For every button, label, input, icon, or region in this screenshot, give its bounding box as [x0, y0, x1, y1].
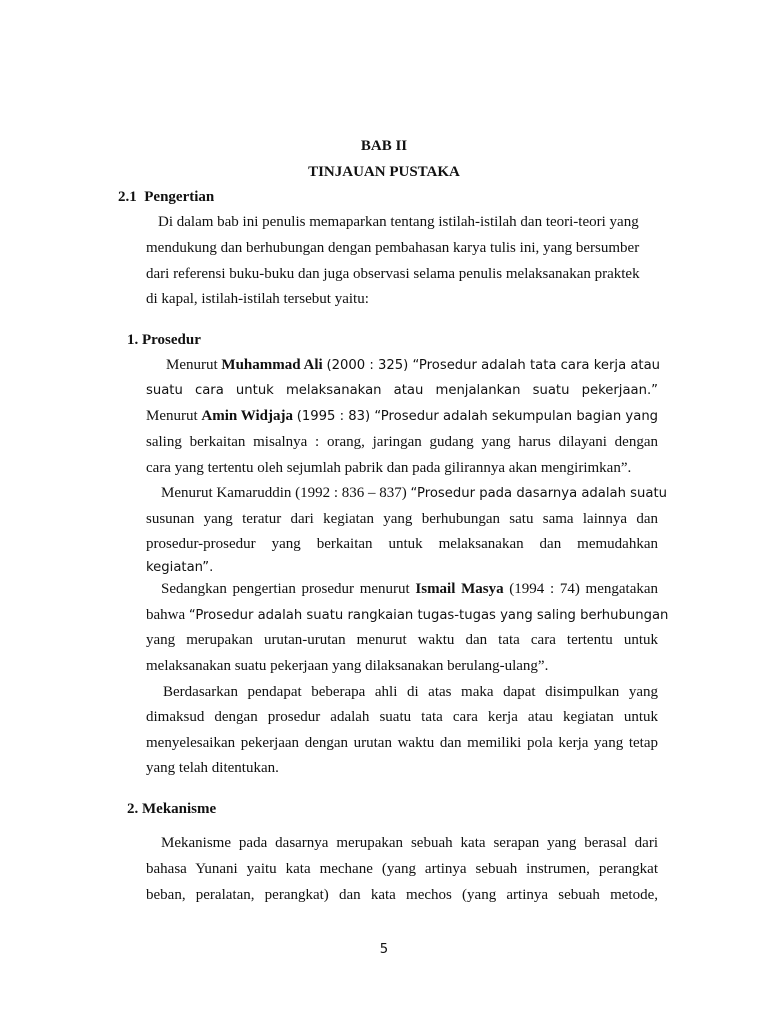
- paragraph-line: dimaksud dengan prosedur adalah suatu tata cara kerja atau kegiatan untuk: [146, 709, 658, 725]
- author-name: Ismail Masya: [415, 581, 504, 597]
- paragraph-line: Mekanisme pada dasarnya merupakan sebuah kata serapan yang berasal dari: [161, 835, 658, 851]
- intro-line: mendukung dan berhubungan dengan pembahasan karya tulis ini, yang bersumber: [146, 240, 640, 256]
- paragraph-line: yang telah ditentukan.: [146, 760, 279, 776]
- paragraph-line: yang merupakan urutan-urutan menurut waktu dan tata cara tertentu untuk: [146, 632, 658, 648]
- intro-line: Di dalam bab ini penulis memaparkan tentang istilah-istilah dan teori-teori yang: [158, 214, 639, 230]
- chapter-label: BAB II: [360, 138, 408, 154]
- intro-line: dari referensi buku-buku dan juga observasi selama penulis melaksanakan praktek: [146, 266, 640, 282]
- paragraph-line: Sedangkan pengertian prosedur menurut Ismail Masya (1994 : 74) mengatakan: [161, 581, 659, 597]
- paragraph-line: kegiatan”.: [146, 560, 214, 575]
- section-number: 2.1: [118, 189, 137, 205]
- paragraph-line: saling berkaitan misalnya : orang, jaringan gudang yang harus dilayani dengan: [146, 434, 658, 450]
- section-heading: [118, 188, 214, 206]
- paragraph-line: Menurut Kamaruddin (1992 : 836 – 837) “Prosedur pada dasarnya adalah suatu: [161, 485, 668, 501]
- intro-line: di kapal, istilah-istilah tersebut yaitu:: [146, 291, 369, 307]
- paragraph-line: Menurut Muhammad Ali (2000 : 325) “Prosedur adalah tata cara kerja atau: [166, 357, 661, 373]
- subheading-mekanisme: 2. Mekanisme: [127, 801, 217, 817]
- page-number: 5: [379, 942, 389, 957]
- paragraph-line: melaksanakan suatu pekerjaan yang dilaksanakan berulang-ulang”.: [146, 658, 549, 674]
- paragraph-line: beban, peralatan, perangkat) dan kata mechos (yang artinya sebuah metode,: [146, 887, 658, 903]
- paragraph-line: menyelesaikan pekerjaan dengan urutan waktu dan memiliki pola kerja yang tetap: [146, 735, 658, 751]
- subheading-prosedur: 1. Prosedur: [127, 332, 201, 348]
- paragraph-line: suatu cara untuk melaksanakan atau menjalankan suatu pekerjaan.”: [146, 383, 658, 398]
- paragraph-line: cara yang tertentu oleh sejumlah pabrik dan pada gilirannya akan mengirimkan”.: [146, 460, 632, 476]
- paragraph-line: bahwa “Prosedur adalah suatu rangkaian tugas-tugas yang saling berhubungan: [146, 607, 669, 623]
- chapter-title: TINJAUAN PUSTAKA: [308, 164, 460, 180]
- paragraph-line: Menurut Amin Widjaja (1995 : 83) “Prosedur adalah sekumpulan bagian yang: [146, 408, 659, 424]
- paragraph-line: prosedur-prosedur yang berkaitan untuk melaksanakan dan memudahkan: [146, 536, 658, 552]
- section-title: Pengertian: [144, 189, 215, 205]
- author-name: Amin Widjaja: [201, 408, 293, 424]
- paragraph-line: Berdasarkan pendapat beberapa ahli di atas maka dapat disimpulkan yang: [163, 684, 658, 700]
- paragraph-line: susunan yang teratur dari kegiatan yang berhubungan satu sama lainnya dan: [146, 511, 658, 527]
- paragraph-line: bahasa Yunani yaitu kata mechane (yang artinya sebuah instrumen, perangkat: [146, 861, 658, 877]
- author-name: Muhammad Ali: [221, 357, 323, 373]
